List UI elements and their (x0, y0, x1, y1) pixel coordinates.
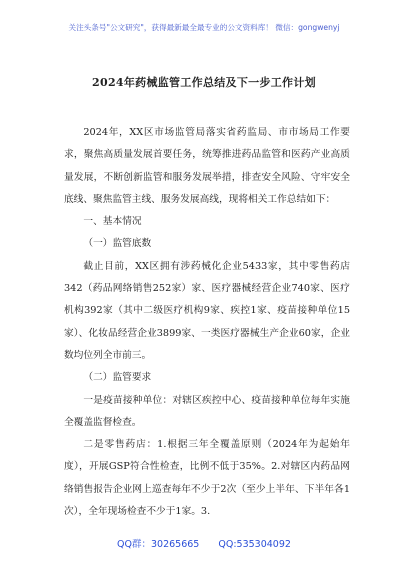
paragraph-supervision-base: 截止目前，XX区拥有涉药械化企业5433家，其中零售药店342（药品网络销售252家）家、医疗器械经营企业740家、医疗机构392家（其中二级医疗机构9家、疾控1家、疫苗接种单位15家）、化妆品经营企业3899家、一类医疗器械生产企业60家，企业数均位列全市前三。 (64, 260, 350, 361)
subheading-supervision-base: （一）监管底数 (83, 238, 152, 250)
heading-basic-situation: 一、基本情况 (83, 216, 142, 228)
subheading-supervision-requirements: （二）监管要求 (83, 372, 152, 384)
header-note: 关注头条号"公文研究"，获得最新最全最专业的公文资料库！ 微信：gongwenyj (68, 23, 340, 32)
paragraph-retail-pharmacies: 二是零售药店：1.根据三年全覆盖原则（2024年为起始年度），开展GSP符合性检查，比例不低于35%。2.对辖区内药品网络销售报告企业网上巡查每年不少于2次（至少上半年、下半年各1次），全年现场检查不少于1家。3. (64, 439, 350, 518)
footer-qq-number: QQ:535304092 (218, 539, 291, 550)
footer-qq-group: QQ群：30265665 (117, 539, 200, 550)
paragraph-vaccine-units: 一是疫苗接种单位：对辖区疾控中心、疫苗接种单位每年实施全覆盖监督检查。 (64, 394, 350, 428)
document-body (64, 122, 350, 523)
footer-contact (0, 536, 408, 550)
document-title: 2024年药械监管工作总结及下一步工作计划 (92, 76, 316, 89)
paragraph-intro: 2024年，XX区市场监管局落实省药监局、市市场局工作要求，聚焦高质量发展首要任务，统筹推进药品监管和医药产业高质量发展，不断创新监管和服务发展举措，排查安全风险、守牢安全底线、聚焦监管主线、服务发展高线，现将相关工作总结如下： (64, 127, 350, 205)
